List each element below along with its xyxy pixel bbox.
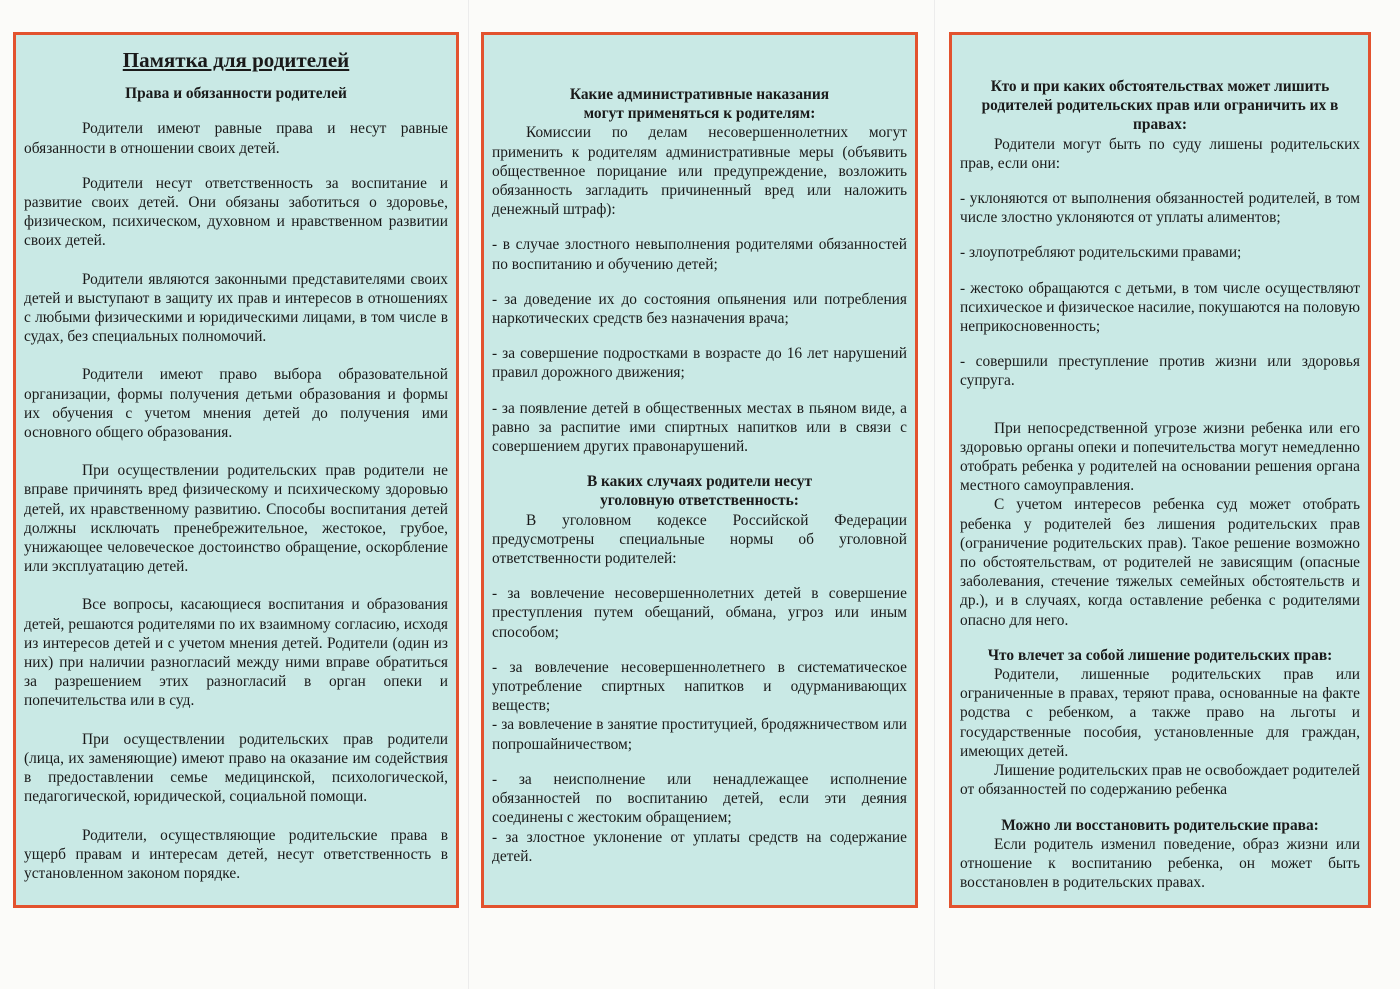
list-item-criminal-5: - за злостное уклонение от уплаты средств на содержание детей. [492,828,907,865]
paragraph-restriction: С учетом интересов ребенка суд может отобрать ребенка у родителей без лишения родительских прав (ограничение родительских прав). Такое решение возможно по обстоятельствам, от родителей не зависящим (опасные заболевания, стечение тяжелых семейных обстоятельств и др.), и в случаях, когда оставление ребенка с родителями опасно для него. [960,496,1360,629]
section-heading-consequences: Что влечет за собой лишение родительских прав: [987,646,1333,664]
list-item-admin-3: - за совершение подростками в возрасте до 16 лет нарушений правил дорожного движения; [492,345,907,382]
leaflet-title: Памятка для родителей [122,48,350,72]
paragraph-assistance: При осуществлении родительских прав родители (лица, их заменяющие) имеют право на оказание им содействия в предоставлении семье медицинской, психологической, педагогической, юридической, социальной помощи. [24,730,448,806]
list-item-deprivation-3: - жестоко обращаются с детьми, в том числе осуществляют психическое и физическое насилие, покушаются на половую неприкосновенность; [960,279,1360,336]
list-item-criminal-3: - за вовлечение в занятие проституцией, бродяжничеством или попрошайничеством; [492,716,907,753]
paragraph-responsibility: Родители несут ответственность за воспитание и развитие своих детей. Они обязаны заботиться о здоровье, физическом, психическом, духовном и нравственном развитии своих детей. [24,174,448,250]
list-item-admin-2: - за доведение их до состояния опьянения или потребления наркотических средств без назначения врача; [492,290,907,328]
list-item-deprivation-1: - уклоняются от выполнения обязанностей родителей, в том числе злостно уклоняются от уплаты алиментов; [960,190,1360,227]
paragraph-administrative-intro: Комиссии по делам несовершеннолетних могут применить к родителям административные меры (объявить общественное порицание или предупреждение, возложить обязанность загладить причиненный вред или наложить денежный штраф): [492,124,907,219]
panel-punishments [481,32,918,908]
list-item-criminal-4: - за неисполнение или ненадлежащее исполнение обязанностей по воспитанию детей, если эти деяния соединены с жестоким обращением; [492,770,907,827]
list-item-deprivation-4: - совершили преступление против жизни или здоровья супруга. [960,353,1360,390]
section-heading-deprivation: Кто и при каких обстоятельствах может лишить родителей родительских прав или ограничить их в правах: [981,78,1339,134]
paragraph-criminal-intro: В уголовном кодексе Российской Федерации предусмотрены специальные нормы об уголовной ответственности родителей: [492,511,907,568]
fold-line-left [468,0,469,989]
paragraph-equal-rights: Родители имеют равные права и несут равные обязанности в отношении своих детей. [24,120,448,157]
paragraph-mutual-agreement: Все вопросы, касающиеся воспитания и образования детей, решаются родителями по их взаимному согласию, исходя из интересов детей и с учетом мнения детей. Родители (один из них) при наличии разногласий между ними вправе обратиться за разрешением этих разногласий в орган опеки и попечительства или в суд. [24,596,448,710]
paragraph-liability: Родители, осуществляющие родительские права в ущерб правам и интересам детей, несут ответственность в установленном законом порядке. [24,826,448,882]
list-item-criminal-1: - за вовлечение несовершеннолетних детей в совершение преступления путем обещаний, обмана, угроз или иным способом; [492,585,907,641]
paragraph-immediate-threat: При непосредственной угрозе жизни ребенка или его здоровью органы опеки и попечительства могут немедленно отобрать ребенка у родителей на основании решения органа местного самоуправления. [960,419,1360,495]
panel-deprivation [949,32,1371,908]
section-heading-rights: Права и обязанности родителей [125,85,347,103]
list-item-admin-1: - в случае злостного невыполнения родителями обязанностей по воспитанию и обучению детей; [492,236,907,273]
list-item-deprivation-2: - злоупотребляют родительскими правами; [960,244,1242,262]
paragraph-consequences: Родители, лишенные родительских прав или ограниченные в правах, теряют права, основанные на факте родства с ребенком, а также право на льготы и государственные пособия, установленные для граждан, имеющих детей. [960,666,1360,760]
section-heading-administrative: Какие административные наказания могут применяться к родителям: [569,86,830,123]
paragraph-no-harm: При осуществлении родительских прав родители не вправе причинять вред физическому и психическому здоровью детей, их нравственному развитию. Способы воспитания детей должны исключать пренебрежительное, жестокое, грубое, унижающее человеческое достоинство обращение, оскорбление или эксплуатацию детей. [24,462,448,576]
section-heading-criminal: В каких случаях родители несут уголовную ответственность: [586,473,813,510]
paragraph-education-choice: Родители имеют право выбора образовательной организации, формы получения детьми образования и формы их обучения с учетом мнения детей до получения ими основного общего образования. [24,366,448,442]
paragraph-deprivation-intro: Родители могут быть по суду лишены родительских прав, если они: [960,135,1360,172]
panel-parents-rights [13,32,459,908]
section-heading-restoration: Можно ли восстановить родительские права: [1001,816,1319,834]
paragraph-restoration: Если родитель изменил поведение, образ жизни или отношение к воспитанию ребенка, он может быть восстановлен в родительских правах. [960,835,1360,892]
paragraph-maintenance-duty: Лишение родительских прав не освобождает родителей от обязанностей по содержанию ребенка [960,762,1360,799]
paragraph-legal-representatives: Родители являются законными представителями своих детей и выступают в защиту их прав и интересов в отношениях с любыми физическими и юридическими лицами, в том числе в судах, без специальных полномочий. [24,270,448,346]
list-item-admin-4: - за появление детей в общественных местах в пьяном виде, а равно за распитие ими спиртных напитков или в связи с совершением других правонарушений. [492,399,907,456]
fold-line-right [934,0,935,989]
list-item-criminal-2: - за вовлечение несовершеннолетнего в систематическое употребление спиртных напитков и одурманивающих веществ; [492,658,907,715]
